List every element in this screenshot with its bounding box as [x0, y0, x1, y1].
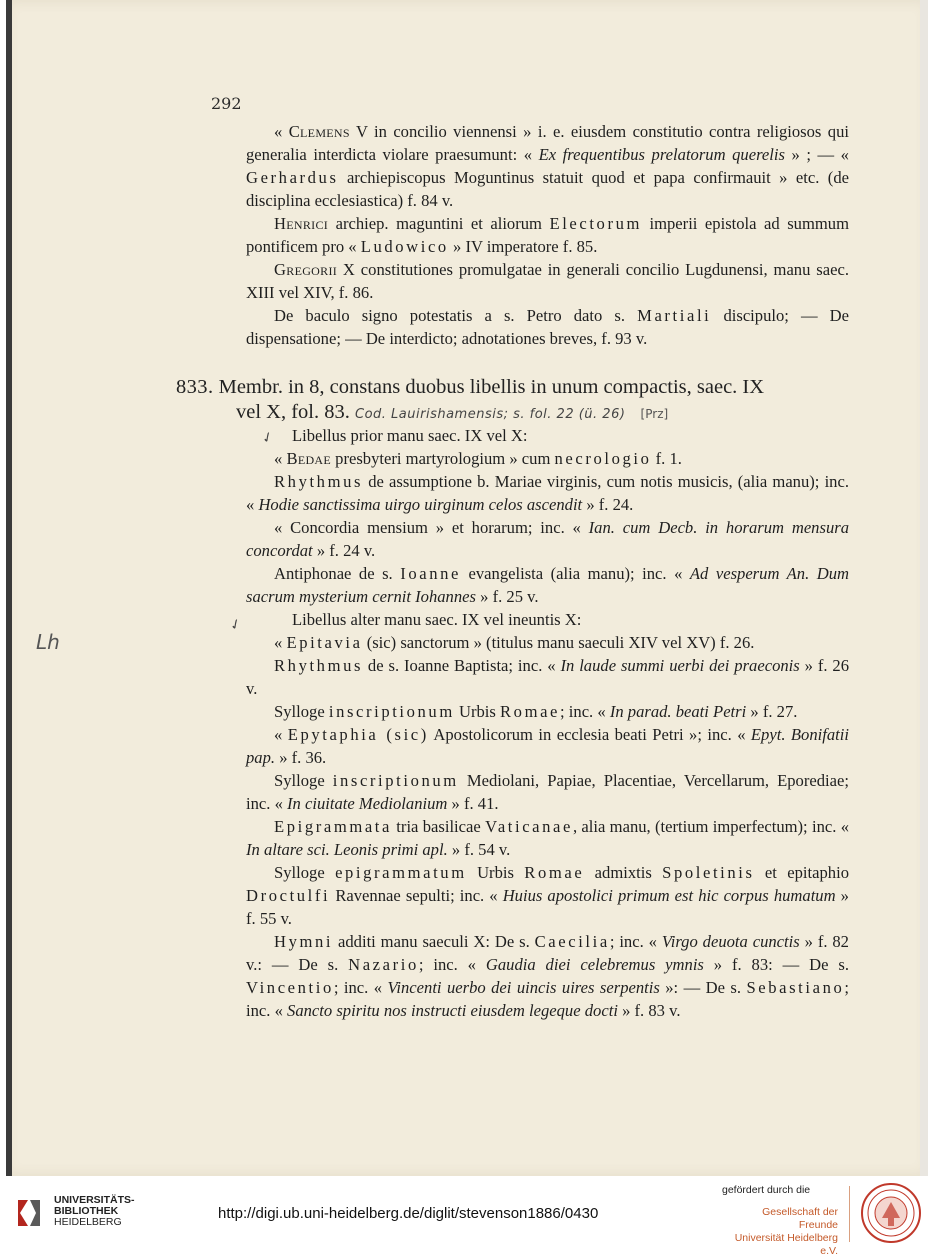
- paragraph-baculo: De baculo signo potestatis a s. Petro dato s. Martiali discipulo; — De dispensatione; — De interdicto; adnotationes breves, f. 93 v.: [246, 306, 850, 348]
- paragraph-henrici: Henrici archiep. maguntini et aliorum Electorum imperii epistola ad summum pontificem pro « Ludowico » IV imperatore f. 85.: [246, 214, 849, 256]
- paragraph-libellus-alter: Libellus alter manu saec. IX vel ineuntis X:: [292, 610, 582, 629]
- paragraph-epytaphia: « Epytaphia (sic) Apostolicorum in ecclesia beati Petri »; inc. « Epyt. Bonifatii pap. » f. 36.: [246, 725, 849, 767]
- university-seal-icon: [860, 1182, 922, 1244]
- paragraph-bedae: « Bedae presbyteri martyrologium » cum necrologio f. 1.: [274, 449, 682, 468]
- scan-left-edge: [6, 0, 12, 1176]
- scan-right-edge: [920, 0, 928, 1176]
- funding-label: gefördert durch die: [722, 1184, 811, 1196]
- paragraph-epitavia: « Epitavia (sic) sanctorum » (titulus manu saeculi XIV vel XV) f. 26.: [274, 633, 755, 652]
- paragraph-libellus-prior: Libellus prior manu saec. IX vel X:: [292, 426, 528, 445]
- paragraph-rhythmus-1: Rhythmus de assumptione b. Mariae virginis, cum notis musicis, (alia manu); inc. « Hodie sanctissima uirgo uirginum celos ascendit » f. 24.: [246, 472, 849, 514]
- paragraph-epigrammata: Epigrammata tria basilicae Vaticanae, alia manu, (tertium imperfectum); inc. « In altare sci. Leonis primi apl. » f. 54 v.: [246, 817, 849, 859]
- paragraph-concordia: « Concordia mensium » et horarum; inc. « Ian. cum Decb. in horarum mensura concordat » f. 24 v.: [246, 518, 849, 560]
- entry-body: [246, 424, 849, 1022]
- library-name: UNIVERSITÄTS- BIBLIOTHEK HEIDELBERG: [54, 1194, 135, 1228]
- paragraph-sylloge-mediolani: Sylloge inscriptionum Mediolani, Papiae, Placentiae, Vercellarum, Eporediae; inc. « In ciuitate Mediolanium » f. 41.: [246, 771, 849, 813]
- footer-divider: [849, 1186, 850, 1242]
- paragraph-rhythmus-2: Rhythmus de s. Ioanne Baptista; inc. « In laude summi uerbi dei praeconis » f. 26 v.: [246, 656, 849, 698]
- handwritten-note: Cod. Lauirishamensis; s. fol. 22 (ü. 26): [355, 407, 626, 422]
- university-library-logo-icon: [14, 1196, 44, 1230]
- paragraph-antiphonae: Antiphonae de s. Ioanne evangelista (alia manu); inc. « Ad vesperum An. Dum sacrum mysterium cernit Iohannes » f. 25 v.: [246, 564, 849, 606]
- entry-number: 833.: [176, 376, 214, 398]
- page-number: 292: [211, 94, 242, 113]
- scanned-page: [6, 0, 928, 1176]
- pencil-tick-mark: ✓: [259, 428, 277, 448]
- entry-833-heading: [176, 375, 849, 427]
- handwritten-bracket: [Prz]: [640, 407, 669, 421]
- digitization-footer: [0, 1176, 936, 1257]
- top-text-block: [246, 120, 849, 350]
- paragraph-sylloge-epigrammatum: Sylloge epigrammatum Urbis Romae admixtis Spoletinis et epitaphio Droctulfi Ravennae sepulti; inc. « Huius apostolici primum est hic corpus humatum » f. 55 v.: [246, 863, 849, 928]
- margin-note: Lh: [36, 630, 60, 654]
- paragraph-sylloge-romae: Sylloge inscriptionum Urbis Romae; inc. « In parad. beati Petri » f. 27.: [274, 702, 798, 721]
- pencil-tick-mark: ✓: [227, 615, 245, 635]
- permalink-url[interactable]: http://digi.ub.uni-heidelberg.de/diglit/stevenson1886/0430: [218, 1205, 599, 1222]
- entry-heading-line2: vel X, fol. 83.: [236, 401, 350, 423]
- paragraph-hymni: Hymni additi manu saeculi X: De s. Caecilia; inc. « Virgo deuota cunctis » f. 82 v.: — De s. Nazario; inc. « Gaudia diei celebremus ymnis » f. 83: — De s. Vincentio; inc. « Vincenti uerbo dei uincis uires serpentis »: — De s. Sebastiano; inc. « Sancto spiritu nos instructi eiusdem legeque docti » f. 83 v.: [246, 932, 849, 1020]
- paragraph-gregorii: Gregorii X constitutiones promulgatae in generali concilio Lugdunensi, manu saec. XIII vel XIV, f. 86.: [246, 260, 849, 302]
- entry-heading-line1: Membr. in 8, constans duobus libellis in unum compactis, saec. IX: [218, 376, 765, 398]
- funding-society: Gesellschaft der Freunde Universität Heidelberg e.V.: [734, 1206, 838, 1257]
- paragraph-clemens: « Clemens V in concilio viennensi » i. e. eiusdem constitutio contra religiosos qui generalia interdicta violare praesumunt: « Ex frequentibus prelatorum querelis » ; — « Gerhardus archiepiscopus Moguntinus statuit quod et papa confirmauit » etc. (de disciplina ecclesiastica) f. 84 v.: [246, 122, 849, 210]
